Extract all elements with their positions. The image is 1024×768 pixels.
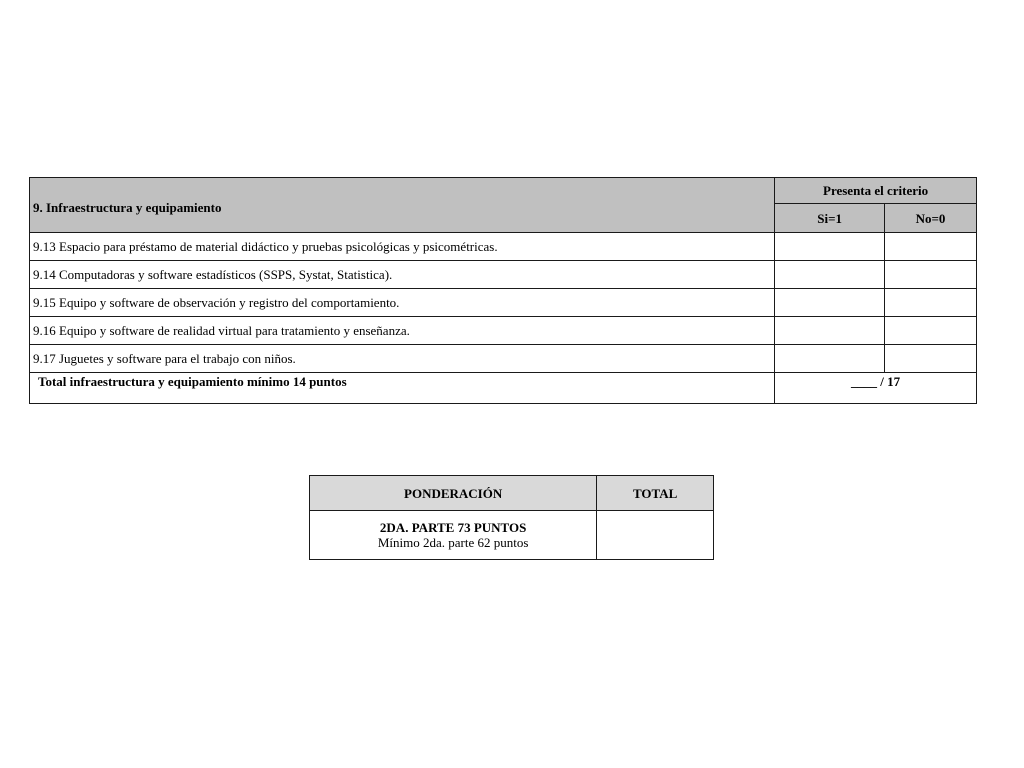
ponderacion-header: PONDERACIÓN — [310, 476, 597, 511]
total-value-cell[interactable] — [597, 511, 714, 560]
no-cell[interactable] — [885, 261, 977, 289]
yes-cell[interactable] — [775, 233, 885, 261]
table-row — [30, 233, 977, 261]
ponderacion-table — [309, 475, 714, 560]
criterion-label: 9.16 Equipo y software de realidad virtual para tratamiento y enseñanza. — [30, 317, 775, 345]
no-cell[interactable] — [885, 289, 977, 317]
part-summary-cell — [310, 511, 597, 560]
no-cell[interactable] — [885, 345, 977, 373]
criterion-label: 9.14 Computadoras y software estadísticos (SSPS, Systat, Statistica). — [30, 261, 775, 289]
yes-cell[interactable] — [775, 317, 885, 345]
table-row — [30, 289, 977, 317]
criterion-label: 9.15 Equipo y software de observación y registro del comportamiento. — [30, 289, 775, 317]
table-row — [30, 345, 977, 373]
part-title: 2DA. PARTE 73 PUNTOS — [379, 520, 527, 535]
yes-cell[interactable] — [775, 345, 885, 373]
table-row — [30, 317, 977, 345]
criterion-label: 9.13 Espacio para préstamo de material didáctico y pruebas psicológicas y psicométricas. — [30, 233, 775, 261]
total-row — [30, 373, 977, 404]
total-label: Total infraestructura y equipamiento mínimo 14 puntos — [30, 373, 775, 404]
criteria-header: Presenta el criterio — [775, 178, 977, 204]
no-cell[interactable] — [885, 233, 977, 261]
yes-header: Si=1 — [775, 204, 885, 233]
table-row — [30, 261, 977, 289]
no-header: No=0 — [885, 204, 977, 233]
yes-cell[interactable] — [775, 289, 885, 317]
yes-cell[interactable] — [775, 261, 885, 289]
criterion-label: 9.17 Juguetes y software para el trabajo con niños. — [30, 345, 775, 373]
total-header: TOTAL — [597, 476, 714, 511]
part-minimum: Mínimo 2da. parte 62 puntos — [377, 535, 529, 550]
total-value: ____ / 17 — [775, 373, 977, 404]
section-title: 9. Infraestructura y equipamiento — [30, 178, 775, 233]
no-cell[interactable] — [885, 317, 977, 345]
infrastructure-criteria-table — [29, 177, 977, 404]
